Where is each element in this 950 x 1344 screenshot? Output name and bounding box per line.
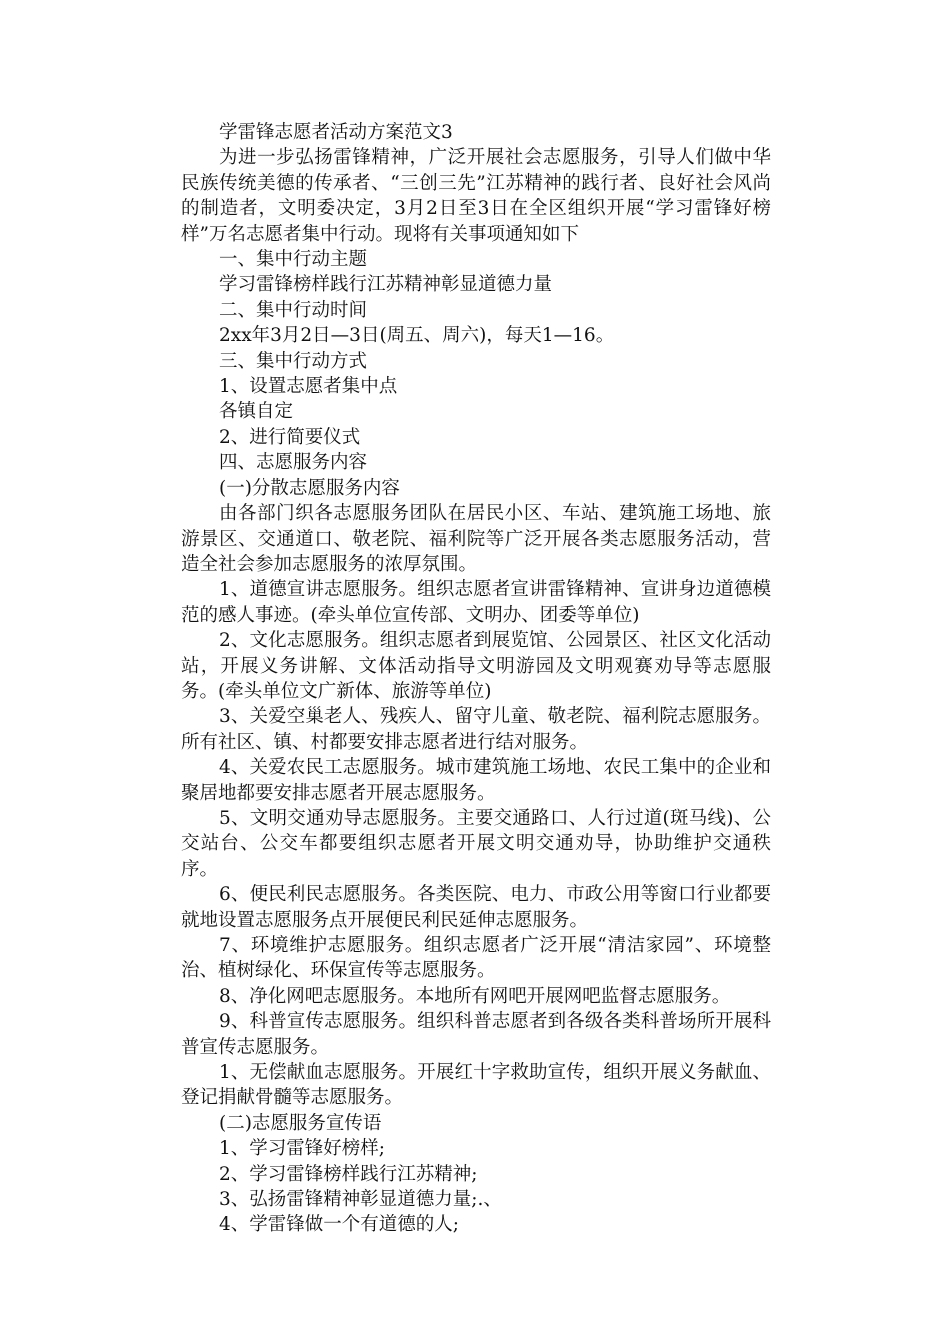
list-item-service-5: 5、文明交通劝导志愿服务。主要交通路口、人行过道(斑马线)、公交站台、公交车都要组织志愿者开展文明交通劝导，协助维护交通秩序。 bbox=[181, 807, 771, 880]
heading-service-content: 四、志愿服务内容 bbox=[219, 452, 368, 474]
list-item-service-6: 6、便民利民志愿服务。各类医院、电力、市政公用等窗口行业都要就地设置志愿服务点开展便民利民延伸志愿服务。 bbox=[181, 884, 771, 931]
list-item-service-8: 8、净化网吧志愿服务。本地所有网吧开展网吧监督志愿服务。 bbox=[219, 985, 731, 1007]
list-item-service-1: 1、道德宣讲志愿服务。组织志愿者宣讲雷锋精神、宣讲身边道德模范的感人事迹。(牵头单位宣传部、文明办、团委等单位) bbox=[181, 579, 771, 626]
list-item-slogan-1: 1、学习雷锋好榜样; bbox=[219, 1138, 386, 1160]
paragraph-gathering-point: 各镇自定 bbox=[219, 401, 294, 423]
paragraph-theme: 学习雷锋榜样践行江苏精神彰显道德力量 bbox=[219, 274, 553, 296]
document-title: 学雷锋志愿者活动方案范文3 bbox=[219, 122, 453, 143]
list-item-slogan-2: 2、学习雷锋榜样践行江苏精神; bbox=[219, 1163, 478, 1185]
document-body bbox=[181, 120, 771, 1238]
heading-theme: 一、集中行动主题 bbox=[219, 249, 368, 271]
list-item-service-4: 4、关爱农民工志愿服务。城市建筑施工场地、农民工集中的企业和聚居地都要安排志愿者开展志愿服务。 bbox=[181, 757, 771, 804]
subheading-ceremony: 2、进行简要仪式 bbox=[219, 426, 361, 448]
list-item-service-3: 3、关爱空巢老人、残疾人、留守儿童、敬老院、福利院志愿服务。所有社区、镇、村都要安排志愿者进行结对服务。 bbox=[181, 706, 771, 753]
list-item-service-7: 7、环境维护志愿服务。组织志愿者广泛开展“清洁家园”、环境整治、植树绿化、环保宣传等志愿服务。 bbox=[181, 935, 771, 982]
list-item-service-10: 1、无偿献血志愿服务。开展红十字救助宣传，组织开展义务献血、登记捐献骨髓等志愿服务。 bbox=[181, 1062, 771, 1109]
paragraph-intro: 为进一步弘扬雷锋精神，广泛开展社会志愿服务，引导人们做中华民族传统美德的传承者、“三创三先”江苏精神的践行者、良好社会风尚的制造者，文明委决定，3月2日至3日在全区组织开展“学习雷锋好榜样”万名志愿者集中行动。现将有关事项通知如下 bbox=[181, 147, 771, 245]
paragraph-dispersed-service: 由各部门织各志愿服务团队在居民小区、车站、建筑施工场地、旅游景区、交通道口、敬老院、福利院等广泛开展各类志愿服务活动，营造全社会参加志愿服务的浓厚氛围。 bbox=[181, 503, 771, 575]
heading-time: 二、集中行动时间 bbox=[219, 299, 368, 321]
list-item-slogan-3: 3、弘扬雷锋精神彰显道德力量;.、 bbox=[219, 1189, 502, 1211]
list-item-service-2: 2、文化志愿服务。组织志愿者到展览馆、公园景区、社区文化活动站，开展义务讲解、文体活动指导文明游园及文明观赛劝导等志愿服务。(牵头单位文广新体、旅游等单位) bbox=[181, 630, 771, 702]
subheading-slogans: (二)志愿服务宣传语 bbox=[219, 1112, 382, 1134]
list-item-slogan-4: 4、学雷锋做一个有道德的人; bbox=[219, 1214, 460, 1236]
subheading-dispersed-service: (一)分散志愿服务内容 bbox=[219, 477, 400, 499]
heading-method: 三、集中行动方式 bbox=[219, 350, 368, 372]
subheading-gathering-point: 1、设置志愿者集中点 bbox=[219, 376, 398, 398]
paragraph-time: 2xx年3月2日—3日(周五、周六)，每天1—16。 bbox=[219, 325, 615, 347]
list-item-service-9: 9、科普宣传志愿服务。组织科普志愿者到各级各类科普场所开展科普宣传志愿服务。 bbox=[181, 1011, 771, 1058]
